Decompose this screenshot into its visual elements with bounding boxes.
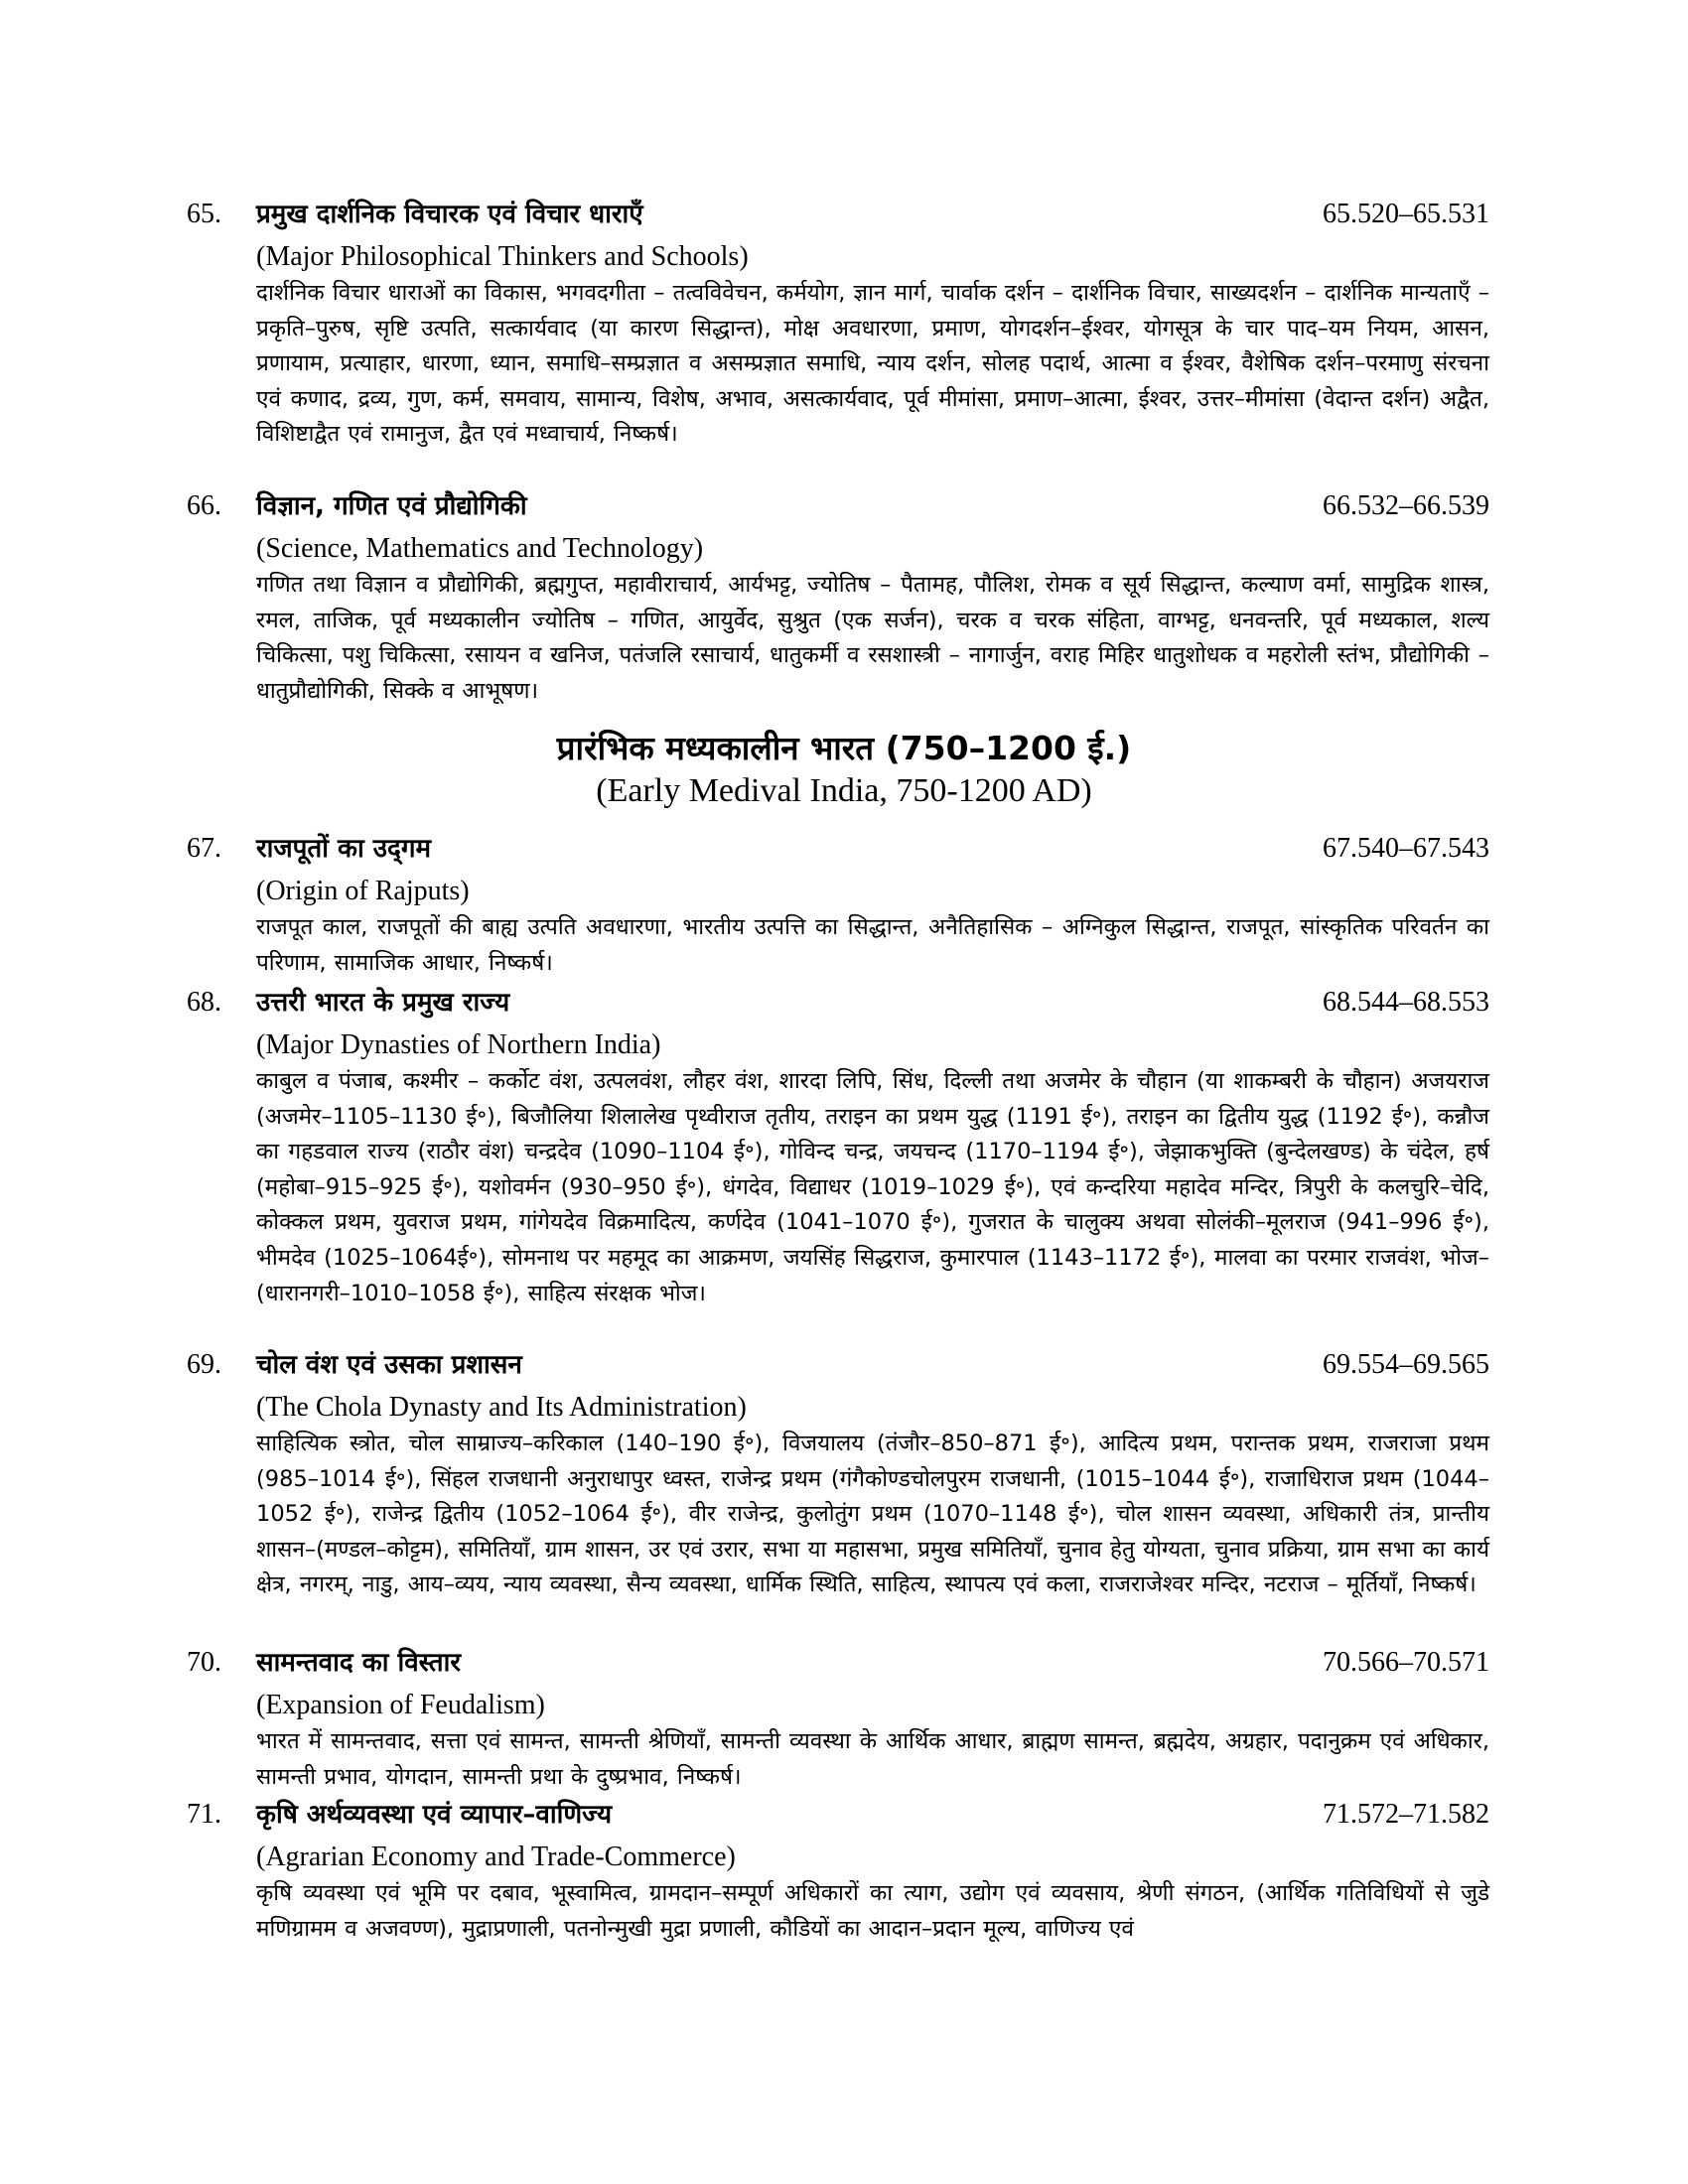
entry-english-title: (Major Dynasties of Northern India) (256, 1029, 661, 1060)
entry-heading (189, 829, 1489, 875)
entry-title: उत्तरी भारत के प्रमुख राज्य (256, 988, 510, 1018)
entry-page-range: 68.544–68.553 (1323, 987, 1489, 1018)
toc-entry (189, 1345, 1489, 1603)
entry-number: 67. (187, 833, 221, 864)
entry-heading (189, 1643, 1489, 1689)
toc-entry (189, 1795, 1489, 1947)
entry-page-range: 70.566–70.571 (1323, 1647, 1489, 1678)
toc-entry (189, 829, 1489, 981)
entry-description: राजपूत काल, राजपूतों की बाह्य उत्पति अवधारणा, भारतीय उत्पत्ति का सिद्धान्त, अनैतिहासिक – अग्निकुल सिद्धान्त, राजपूत, सांस्कृतिक परिवर्तन का परिणाम, सामाजिक आधार, निष्कर्ष। (256, 914, 1489, 976)
entry-english-title: (Major Philosophical Thinkers and Schools) (256, 241, 749, 272)
entry-page-range: 71.572–71.582 (1323, 1799, 1489, 1830)
entry-title: प्रमुख दार्शनिक विचारक एवं विचार धाराएँ (256, 200, 643, 229)
entry-heading (189, 983, 1489, 1028)
toc-entry (189, 1643, 1489, 1795)
entry-page-range: 65.520–65.531 (1323, 199, 1489, 229)
section-english-heading: (Early Medival India, 750-1200 AD) (596, 772, 1092, 809)
entry-page-range: 66.532–66.539 (1323, 490, 1489, 521)
entry-english-title: (Expansion of Feudalism) (256, 1690, 545, 1720)
entry-description: गणित तथा विज्ञान व प्रौद्योगिकी, ब्रह्मगुप्त, महावीराचार्य, आर्यभट्ट, ज्योतिष – पैतामह, पौलिश, रोमक व सूर्य सिद्धान्त, कल्याण वर्मा, सामुद्रिक शास्त्र, रमल, ताजिक, पूर्व मध्यकालीन ज्योतिष – गणित, आयुर्वेद, सुश्रुत (एक सर्जन), चरक व चरक संहिता, वाग्भट्ट, धनवन्तरि, पूर्व मध्यकाल, शल्य चिकित्सा, पशु चिकित्सा, रसायन व खनिज, पतंजलि रसाचार्य, धातुकर्मी व रसशास्त्री – नागार्जुन, वराह मिहिर धातुशोधक व महरोली स्तंभ, प्रौद्योगिकी – धातुप्रौद्योगिकी, सिक्के व आभूषण। (256, 572, 1489, 704)
entry-description: साहित्यिक स्त्रोत, चोल साम्राज्य–करिकाल (140–190 ई॰), विजयालय (तंजौर–850–871 ई॰), आदित्य प्रथम, परान्तक प्रथम, राजराजा प्रथम (985–1014 ई॰), सिंहल राजधानी अनुराधापुर ध्वस्त, राजेन्द्र प्रथम (गंगैकोण्डचोलपुरम राजधानी, (1015–1044 ई॰), राजाधिराज प्रथम (1044–1052 ई॰), राजेन्द्र द्वितीय (1052–1064 ई॰), वीर राजेन्द्र, कुलोतुंग प्रथम (1070–1148 ई॰), चोल शासन व्यवस्था, अधिकारी तंत्र, प्रान्तीय शासन–(मण्डल–कोट्टम), समितियाँ, ग्राम शासन, उर एवं उरार, सभा या महासभा, प्रमुख समितियाँ, चुनाव हेतु योग्यता, चुनाव प्रक्रिया, ग्राम सभा का कार्य क्षेत्र, नगरम्, नाडु, आय–व्यय, न्याय व्यवस्था, सैन्य व्यवस्था, धार्मिक स्थिति, साहित्य, स्थापत्य एवं कला, राजराजेश्वर मन्दिर, नटराज – मूर्तियाँ, निष्कर्ष। (256, 1431, 1489, 1598)
entry-number: 66. (187, 490, 221, 521)
entry-number: 71. (187, 1799, 221, 1830)
entry-page-range: 67.540–67.543 (1323, 833, 1489, 864)
entry-number: 70. (187, 1647, 221, 1678)
entry-title: विज्ञान, गणित एवं प्रौद्योगिकी (256, 491, 527, 521)
toc-entry (189, 195, 1489, 453)
entry-title: राजपूतों का उद्‌गम (256, 834, 432, 864)
toc-entry (189, 486, 1489, 709)
entry-heading (189, 1795, 1489, 1841)
entry-english-title: (Science, Mathematics and Technology) (256, 533, 704, 564)
toc-entry (189, 983, 1489, 1311)
entry-title: कृषि अर्थव्यवस्था एवं व्यापार–वाणिज्य (256, 1800, 613, 1830)
entry-description: दार्शनिक विचार धाराओं का विकास, भगवदगीता – तत्वविवेचन, कर्मयोग, ज्ञान मार्ग, चार्वाक दर्शन – दार्शनिक विचार, साख्यदर्शन – दार्शनिक मान्यताएँ – प्रकृति–पुरुष, सृष्टि उत्पति, सत्कार्यवाद (या कारण सिद्धान्त), मोक्ष अवधारणा, प्रमाण, योगदर्शन–ईश्वर, योगसूत्र के चार पाद–यम नियम, आसन, प्रणायाम, प्रत्याहार, धारणा, ध्यान, समाधि–सम्प्रज्ञात व असम्प्रज्ञात समाधि, न्याय दर्शन, सोलह पदार्थ, आत्मा व ईश्वर, वैशेषिक दर्शन–परमाणु संरचना एवं कणाद, द्रव्य, गुण, कर्म, समवाय, सामान्य, विशेष, अभाव, असत्कार्यवाद, पूर्व मीमांसा, प्रमाण–आत्मा, ईश्वर, उत्तर–मीमांसा (वेदान्त दर्शन) अद्वैत, विशिष्टाद्वैत एवं रामानुज, द्वैत एवं मध्वाचार्य, निष्कर्ष। (256, 280, 1489, 448)
entry-title: चोल वंश एवं उसका प्रशासन (256, 1350, 522, 1380)
entry-heading (189, 195, 1489, 240)
entry-heading (189, 1345, 1489, 1391)
entry-description: भारत में सामन्तवाद, सत्ता एवं सामन्त, सामन्ती श्रेणियाँ, सामन्ती व्यवस्था के आर्थिक आधार, ब्राह्मण सामन्त, ब्रह्मदेय, अग्रहार, पदानुक्रम एवं अधिकार, सामन्ती प्रभाव, योगदान, सामन्ती प्रथा के दुष्प्रभाव, निष्कर्ष। (256, 1728, 1489, 1790)
entry-english-title: (Origin of Rajputs) (256, 876, 470, 906)
entry-heading (189, 486, 1489, 532)
entry-english-title: (Agrarian Economy and Trade-Commerce) (256, 1842, 736, 1872)
entry-description: काबुल व पंजाब, कश्मीर – कर्कोट वंश, उत्पलवंश, लौहर वंश, शारदा लिपि, सिंध, दिल्ली तथा अजमेर के चौहान (या शाकम्बरी के चौहान) अजयराज (अजमेर–1105–1130 ई॰), बिजौलिया शिलालेख पृथ्वीराज तृतीय, तराइन का प्रथम युद्ध (1191 ई॰), तराइन का द्वितीय युद्ध (1192 ई॰), कन्नौज का गहडवाल राज्य (राठौर वंश) चन्द्रदेव (1090–1104 ई॰), गोविन्द चन्द्र, जयचन्द (1170–1194 ई॰), जेझाकभुक्ति (बुन्देलखण्ड) के चंदेल, हर्ष (महोबा–915–925 ई॰), यशोवर्मन (930–950 ई॰), धंगदेव, विद्याधर (1019–1029 ई॰), एवं कन्दरिया महादेव मन्दिर, त्रिपुरी के कलचुरि–चेदि, कोक्कल प्रथम, युवराज प्रथम, गांगेयदेव विक्रमादित्य, कर्णदेव (1041–1070 ई॰), गुजरात के चालुक्य अथवा सोलंकी–मूलराज (941–996 ई॰), भीमदेव (1025–1064ई॰), सोमनाथ पर महमूद का आक्रमण, जयसिंह सिद्धराज, कुमारपाल (1143–1172 ई॰), मालवा का परमार राजवंश, भोज–(धारानगरी–1010–1058 ई॰), साहित्य संरक्षक भोज। (256, 1068, 1489, 1306)
entry-number: 68. (187, 987, 221, 1018)
entry-number: 65. (187, 199, 221, 229)
entry-title: सामन्तवाद का विस्तार (256, 1648, 461, 1678)
entry-english-title: (The Chola Dynasty and Its Administration) (256, 1392, 747, 1423)
entry-number: 69. (187, 1349, 221, 1380)
entry-description: कृषि व्यवस्था एवं भूमि पर दबाव, भूस्वामित्व, ग्रामदान–सम्पूर्ण अधिकारों का त्याग, उद्योग एवं व्यवसाय, श्रेणी संगठन, (आर्थिक गतिविधियों से जुडे मणिग्रामम व अजवण्ण), मुद्राप्रणाली, पतनोन्मुखी मुद्रा प्रणाली, कौडियों का आदान–प्रदान मूल्य, वाणिज्य एवं (256, 1880, 1489, 1942)
entry-page-range: 69.554–69.565 (1323, 1349, 1489, 1380)
section-heading: प्रारंभिक मध्यकालीन भारत (750–1200 ई.) (556, 729, 1132, 767)
